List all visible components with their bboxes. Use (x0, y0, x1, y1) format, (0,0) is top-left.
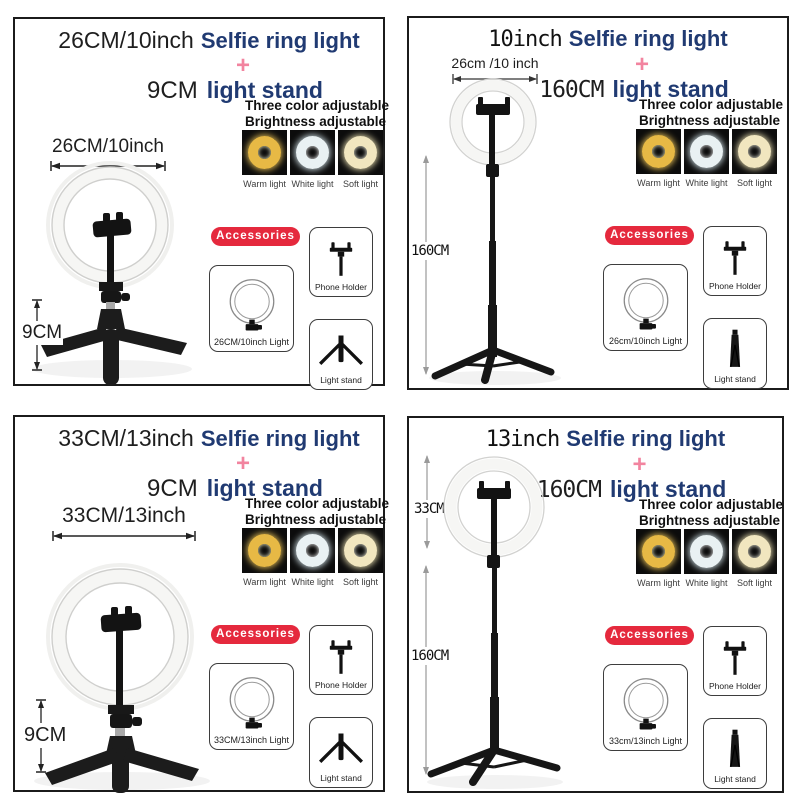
phone-holder-accessory-box (309, 227, 373, 297)
light-stand-label: Light stand (714, 774, 756, 784)
light-stand-accessory-box (309, 717, 373, 788)
ring-box-label: 33CM/13inch Light (213, 735, 290, 745)
panel-10inch-ring-160cm-stand (407, 16, 789, 390)
diameter-value: 33CM (414, 501, 444, 517)
white-light-label: White light (685, 578, 728, 588)
light-stand-label: Light stand (714, 374, 756, 384)
stand-name: light stand (206, 77, 323, 103)
soft-ring-glyph (738, 535, 771, 568)
phone-holder-icon (719, 637, 751, 679)
light-stand-icon (724, 728, 746, 772)
ring-box-label: 26cm/10inch Light (608, 336, 683, 346)
white-ring-glyph (690, 535, 723, 568)
soft-light-label: Soft light (736, 578, 773, 588)
panel-title (25, 425, 393, 452)
plus-sign: + (632, 451, 647, 478)
stand-height-value: 160CM (411, 243, 449, 259)
phone-holder-label: Phone Holder (709, 681, 761, 691)
light-stand-icon (316, 333, 366, 373)
feature-line-2: Brightness adjustable (639, 513, 781, 528)
feature-lines (245, 98, 389, 130)
warm-ring-glyph (248, 136, 281, 169)
white-light-label: White light (291, 577, 334, 587)
soft-ring-glyph (738, 135, 771, 168)
white-light-swatch (684, 129, 729, 188)
panel-33cm-ring-9cm-stand (13, 415, 390, 792)
warm-light-label: Warm light (637, 178, 680, 188)
soft-light-swatch (338, 130, 383, 189)
light-mode-swatches (242, 130, 383, 189)
vertical-arrow-icon (420, 564, 432, 776)
stand-height-value: 9CM (24, 724, 67, 746)
soft-light-icon (338, 528, 383, 573)
white-light-swatch (290, 528, 335, 587)
product-name: Selfie ring light (566, 426, 726, 451)
ring-light-icon (224, 277, 280, 335)
product-name: Selfie ring light (568, 26, 728, 51)
ring-light-accessory-box (603, 664, 688, 751)
stand-height-value: 160CM (411, 648, 449, 664)
warm-light-swatch (242, 130, 287, 189)
stand-name: light stand (206, 475, 323, 501)
white-light-icon (290, 130, 335, 175)
ring-size-label: 26CM/10inch (58, 27, 194, 53)
soft-ring-glyph (344, 534, 377, 567)
soft-light-swatch (732, 529, 777, 588)
stand-height-measurement (411, 564, 449, 781)
feature-line-1: Three color adjustable (245, 496, 390, 511)
ring-light-icon (618, 276, 674, 334)
plus-sign: + (634, 51, 649, 78)
ring-light-accessory-box (603, 264, 688, 351)
light-mode-swatches (636, 529, 777, 588)
ring-size-label: 33CM/13inch (58, 425, 194, 451)
phone-holder-accessory-box (703, 226, 767, 296)
warm-light-icon (242, 130, 287, 175)
soft-ring-glyph (344, 136, 377, 169)
accessories-badge: Accessories (605, 226, 694, 245)
white-light-swatch (290, 130, 335, 189)
panel-title (419, 426, 792, 452)
phone-holder-accessory-box (309, 625, 373, 695)
accessories-badge: Accessories (605, 626, 694, 645)
soft-light-icon (732, 129, 777, 174)
ring-light-icon (224, 675, 280, 733)
feature-line-1: Three color adjustable (639, 97, 784, 112)
light-mode-swatches (636, 129, 777, 188)
white-ring-glyph (690, 135, 723, 168)
ring-light-tabletop-photo (17, 131, 217, 387)
light-stand-accessory-box (703, 318, 767, 389)
white-ring-glyph (296, 136, 329, 169)
stand-height-measurement (22, 298, 63, 377)
white-light-icon (684, 129, 729, 174)
ring-box-label: 33cm/13inch Light (608, 736, 683, 746)
plus-sign: + (235, 52, 250, 79)
stand-height-measurement (24, 698, 67, 779)
diameter-value: 33CM/13inch (62, 504, 186, 527)
light-stand-label: Light stand (320, 773, 362, 783)
warm-ring-glyph (642, 135, 675, 168)
light-stand-accessory-box (703, 718, 767, 789)
stand-height-value: 9CM (22, 322, 63, 343)
panel-26cm-ring-9cm-stand (13, 17, 390, 386)
soft-light-label: Soft light (342, 577, 379, 587)
feature-line-2: Brightness adjustable (245, 114, 387, 129)
soft-light-swatch (732, 129, 777, 188)
white-light-icon (290, 528, 335, 573)
accessories-badge: Accessories (211, 227, 300, 246)
feature-line-1: Three color adjustable (639, 497, 784, 512)
ring-light-tripod-photo (423, 58, 593, 388)
feature-line-1: Three color adjustable (245, 98, 390, 113)
white-light-label: White light (685, 178, 728, 188)
feature-lines (639, 497, 783, 529)
diameter-value: 26CM/10inch (52, 136, 164, 157)
stand-size-label: 9CM (147, 475, 198, 502)
light-stand-icon (724, 328, 746, 372)
warm-light-icon (636, 129, 681, 174)
stand-size-label: 160CM (536, 477, 601, 503)
light-stand-icon (316, 731, 366, 771)
ring-box-label: 26CM/10inch Light (213, 337, 290, 347)
soft-light-label: Soft light (342, 179, 379, 189)
white-light-label: White light (291, 179, 334, 189)
white-ring-glyph (296, 534, 329, 567)
warm-light-swatch (636, 529, 681, 588)
light-stand-accessory-box (309, 319, 373, 390)
phone-holder-icon (325, 238, 357, 280)
vertical-arrow-icon (420, 154, 432, 376)
accessories-badge: Accessories (211, 625, 300, 644)
plus-sign: + (235, 450, 250, 477)
panel-13inch-ring-160cm-stand (407, 416, 784, 793)
stand-name: light stand (612, 76, 729, 102)
warm-light-icon (242, 528, 287, 573)
feature-line-2: Brightness adjustable (245, 512, 387, 527)
stand-size-label: 160CM (539, 77, 604, 103)
panel-title (25, 27, 393, 54)
feature-lines (245, 496, 389, 528)
panel-title (419, 26, 797, 52)
phone-holder-label: Phone Holder (315, 282, 367, 292)
stand-size-label: 9CM (147, 77, 198, 104)
warm-ring-glyph (642, 535, 675, 568)
phone-holder-icon (719, 237, 751, 279)
warm-light-label: Warm light (243, 577, 286, 587)
warm-light-swatch (242, 528, 287, 587)
white-light-swatch (684, 529, 729, 588)
ring-size-label: 13inch (485, 427, 560, 452)
soft-light-swatch (338, 528, 383, 587)
product-name: Selfie ring light (200, 426, 360, 451)
phone-holder-accessory-box (703, 626, 767, 696)
warm-light-swatch (636, 129, 681, 188)
diameter-value: 26cm /10 inch (451, 55, 539, 71)
phone-holder-label: Phone Holder (315, 680, 367, 690)
ring-size-label: 10inch (488, 27, 562, 52)
stand-height-measurement (411, 154, 449, 381)
ring-light-accessory-box (209, 265, 294, 352)
white-light-icon (684, 529, 729, 574)
warm-light-icon (636, 529, 681, 574)
soft-light-icon (732, 529, 777, 574)
stand-name: light stand (609, 476, 727, 502)
warm-light-label: Warm light (243, 179, 286, 189)
feature-line-2: Brightness adjustable (639, 113, 781, 128)
ring-light-accessory-box (209, 663, 294, 750)
warm-ring-glyph (248, 534, 281, 567)
warm-light-label: Warm light (637, 578, 680, 588)
ring-light-icon (618, 676, 674, 734)
ring-light-tripod-photo (421, 452, 591, 792)
feature-lines (639, 97, 783, 129)
product-name: Selfie ring light (200, 28, 360, 53)
soft-light-icon (338, 130, 383, 175)
phone-holder-icon (325, 636, 357, 678)
light-stand-label: Light stand (320, 375, 362, 385)
phone-holder-label: Phone Holder (709, 281, 761, 291)
soft-light-label: Soft light (736, 178, 773, 188)
light-mode-swatches (242, 528, 383, 587)
